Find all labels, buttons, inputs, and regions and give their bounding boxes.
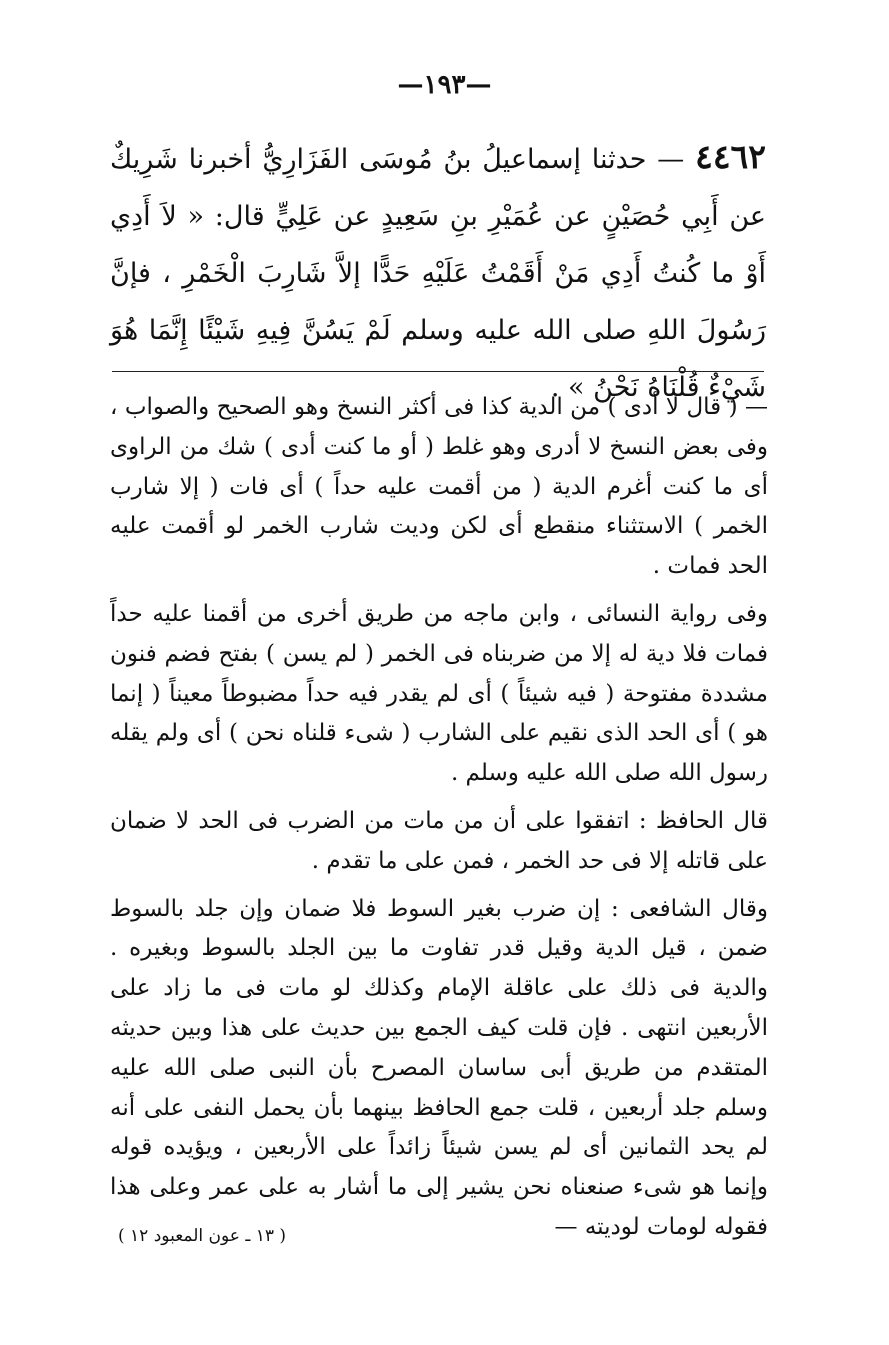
hadith-number: ٤٤٦٢: [695, 137, 766, 176]
commentary-block: [110, 388, 768, 1248]
hadith-block: [110, 128, 766, 416]
commentary-paragraph: قال الحافظ : اتفقوا على أن من مات من الضرب فى الحد لا ضمان على قاتله إلا فى حد الخمر ، فمن على ما تقدم .: [110, 807, 768, 874]
commentary-paragraph: — ( قال لا أدى ) من الدية كذا فى أكثر النسخ وهو الصحيح والصواب ، وفى بعض النسخ لا أدرى وهو غلط ( أو ما كنت أدى ) شك من الراوى أى ما كنت أغرم الدية ( من أقمت عليه حداً ) أى فات ( إلا شارب الخمر ) الاستثناء منقطع أى لكن وديت شارب الخمر لو أقمت عليه الحد فمات .: [110, 394, 768, 580]
hadith-text: — حدثنا إسماعيلُ بنُ مُوسَى الفَزَارِيُّ أخبرنا شَرِيكٌ عن أَبِي حُصَيْنٍ عن عُمَيْرِ بنِ سَعِيدٍ عن عَلِيٍّ قال: « لاَ أَدِي أَوْ ما كُنتُ أَدِي مَنْ أَقَمْتُ عَلَيْهِ حَدًّا إلاَّ شَارِبَ الْخَمْرِ ، فإنَّ رَسُولَ اللهِ صلى الله عليه وسلم لَمْ يَسُنَّ فِيهِ شَيْئًا إِنَّمَا هُوَ شَيْءٌ قُلْنَاهُ نَحْنُ » .: [110, 144, 766, 403]
commentary-paragraph: وفى رواية النسائى ، وابن ماجه من طريق أخرى من أقمنا عليه حداً فمات فلا دية له إلا من ضربناه فى الخمر ( لم يسن ) بفتح فضم فنون مشددة مفتوحة ( فيه شيئاً ) أى لم يقدر فيه حداً مضبوطاً معيناً ( إنما هو ) أى الحد الذى نقيم على الشارب ( شىء قلناه نحن ) أى ولم يقله رسول الله صلى الله عليه وسلم .: [110, 600, 768, 787]
divider-rule: [112, 371, 764, 372]
footer-signature: ( ١٣ ـ عون المعبود ١٢ ): [118, 1226, 287, 1246]
page-number: —١٩٣—: [397, 70, 492, 100]
commentary-paragraph: وقال الشافعى : إن ضرب بغير السوط فلا ضمان وإن جلد بالسوط ضمن ، قيل الدية وقيل قدر تفاوت ما بين الجلد بالسوط وبغيره . والدية فى ذلك على عاقلة الإمام وكذلك لو مات فى ما زاد على الأربعين انتهى . فإن قلت كيف الجمع بين حديث على هذا وبين حديثه المتقدم من طريق أبى ساسان المصرح بأن النبى صلى الله عليه وسلم جلد أربعين ، قلت جمع الحافظ بينهما بأن يحمل النفى على أنه لم يحد الثمانين أى لم يسن شيئاً زائداً على الأربعين ، ويؤيده قوله وإنما هو شىء صنعناه نحن يشير إلى ما أشار به على عمر وعلى هذا فقوله لومات لوديته —: [110, 895, 768, 1240]
